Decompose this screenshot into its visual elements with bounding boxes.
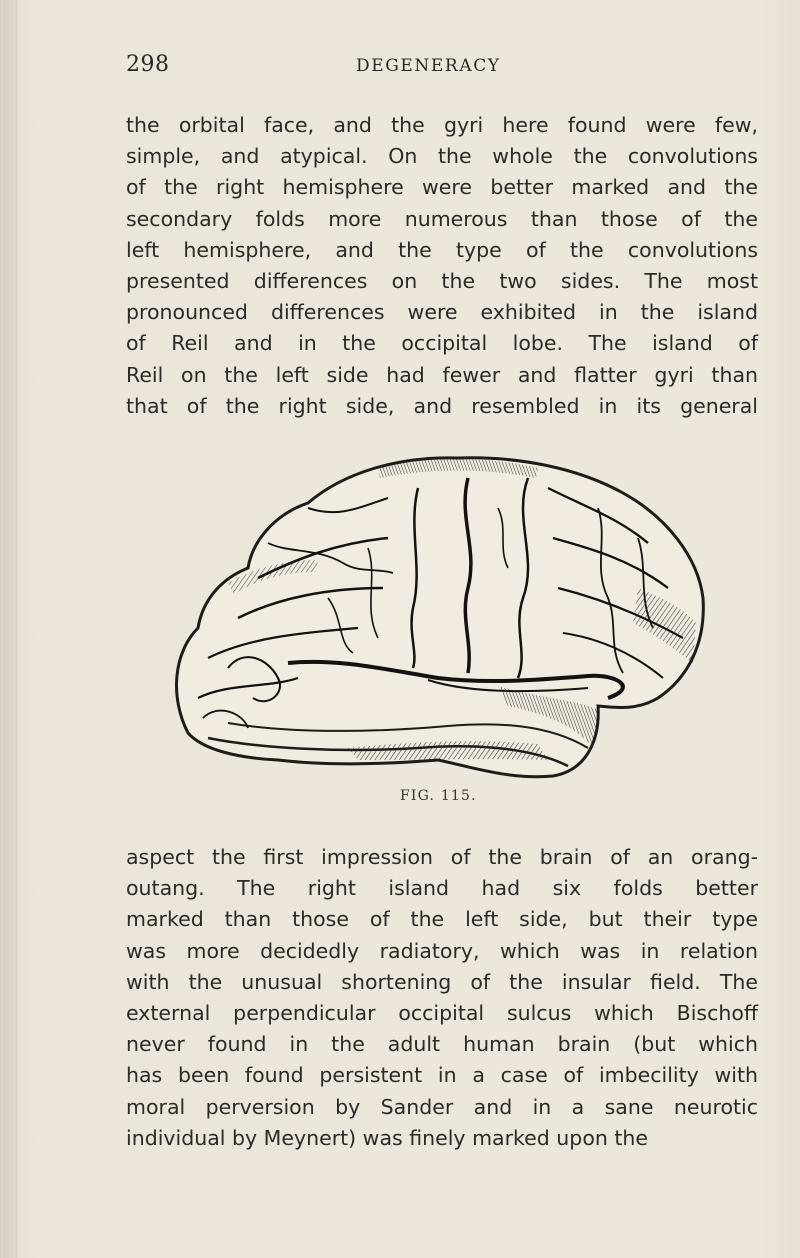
text-line: with the unusual shortening of the insular field. The — [126, 969, 758, 994]
text-line: has been found persistent in a case of imbecility with — [126, 1063, 758, 1088]
figure-caption: FIG. 115. — [400, 788, 477, 804]
body-text-bottom — [126, 842, 758, 1154]
text-line: was more decidedly radiatory, which was in relation — [126, 938, 758, 963]
text-line: secondary folds more numerous than those of the — [126, 206, 758, 231]
text-line: individual by Meynert) was finely marked upon the — [126, 1125, 649, 1150]
text-line: aspect the first impression of the brain of an orang- — [126, 845, 758, 869]
text-line: of Reil and in the occipital lobe. The island of — [126, 331, 758, 356]
brain-figure — [168, 448, 713, 780]
text-line: external perpendicular occipital sulcus which Bischoff — [126, 1000, 758, 1025]
text-line: left hemisphere, and the type of the convolutions — [126, 237, 758, 262]
text-line: of the right hemisphere were better marked and the — [126, 175, 758, 200]
page-header — [126, 52, 756, 88]
text-line: that of the right side, and resembled in its general — [126, 393, 758, 418]
text-line: moral perversion by Sander and in a sane neurotic — [126, 1094, 758, 1119]
page-gutter — [0, 0, 18, 1258]
text-line: never found in the adult human brain (but which — [126, 1032, 758, 1057]
body-text-top — [126, 110, 758, 422]
running-head: DEGENERACY — [356, 56, 501, 76]
page-number: 298 — [126, 52, 170, 77]
text-line: outang. The right island had six folds better — [126, 876, 758, 901]
text-line: the orbital face, and the gyri here found were few, — [126, 113, 758, 137]
brain-illustration-icon — [168, 448, 713, 780]
text-line: Reil on the left side had fewer and flatter gyri than — [126, 362, 758, 387]
text-line: simple, and atypical. On the whole the convolutions — [126, 144, 758, 169]
text-line: presented differences on the two sides. The most — [126, 268, 758, 293]
text-line: pronounced differences were exhibited in the island — [126, 300, 758, 325]
text-line: marked than those of the left side, but their type — [126, 907, 758, 932]
